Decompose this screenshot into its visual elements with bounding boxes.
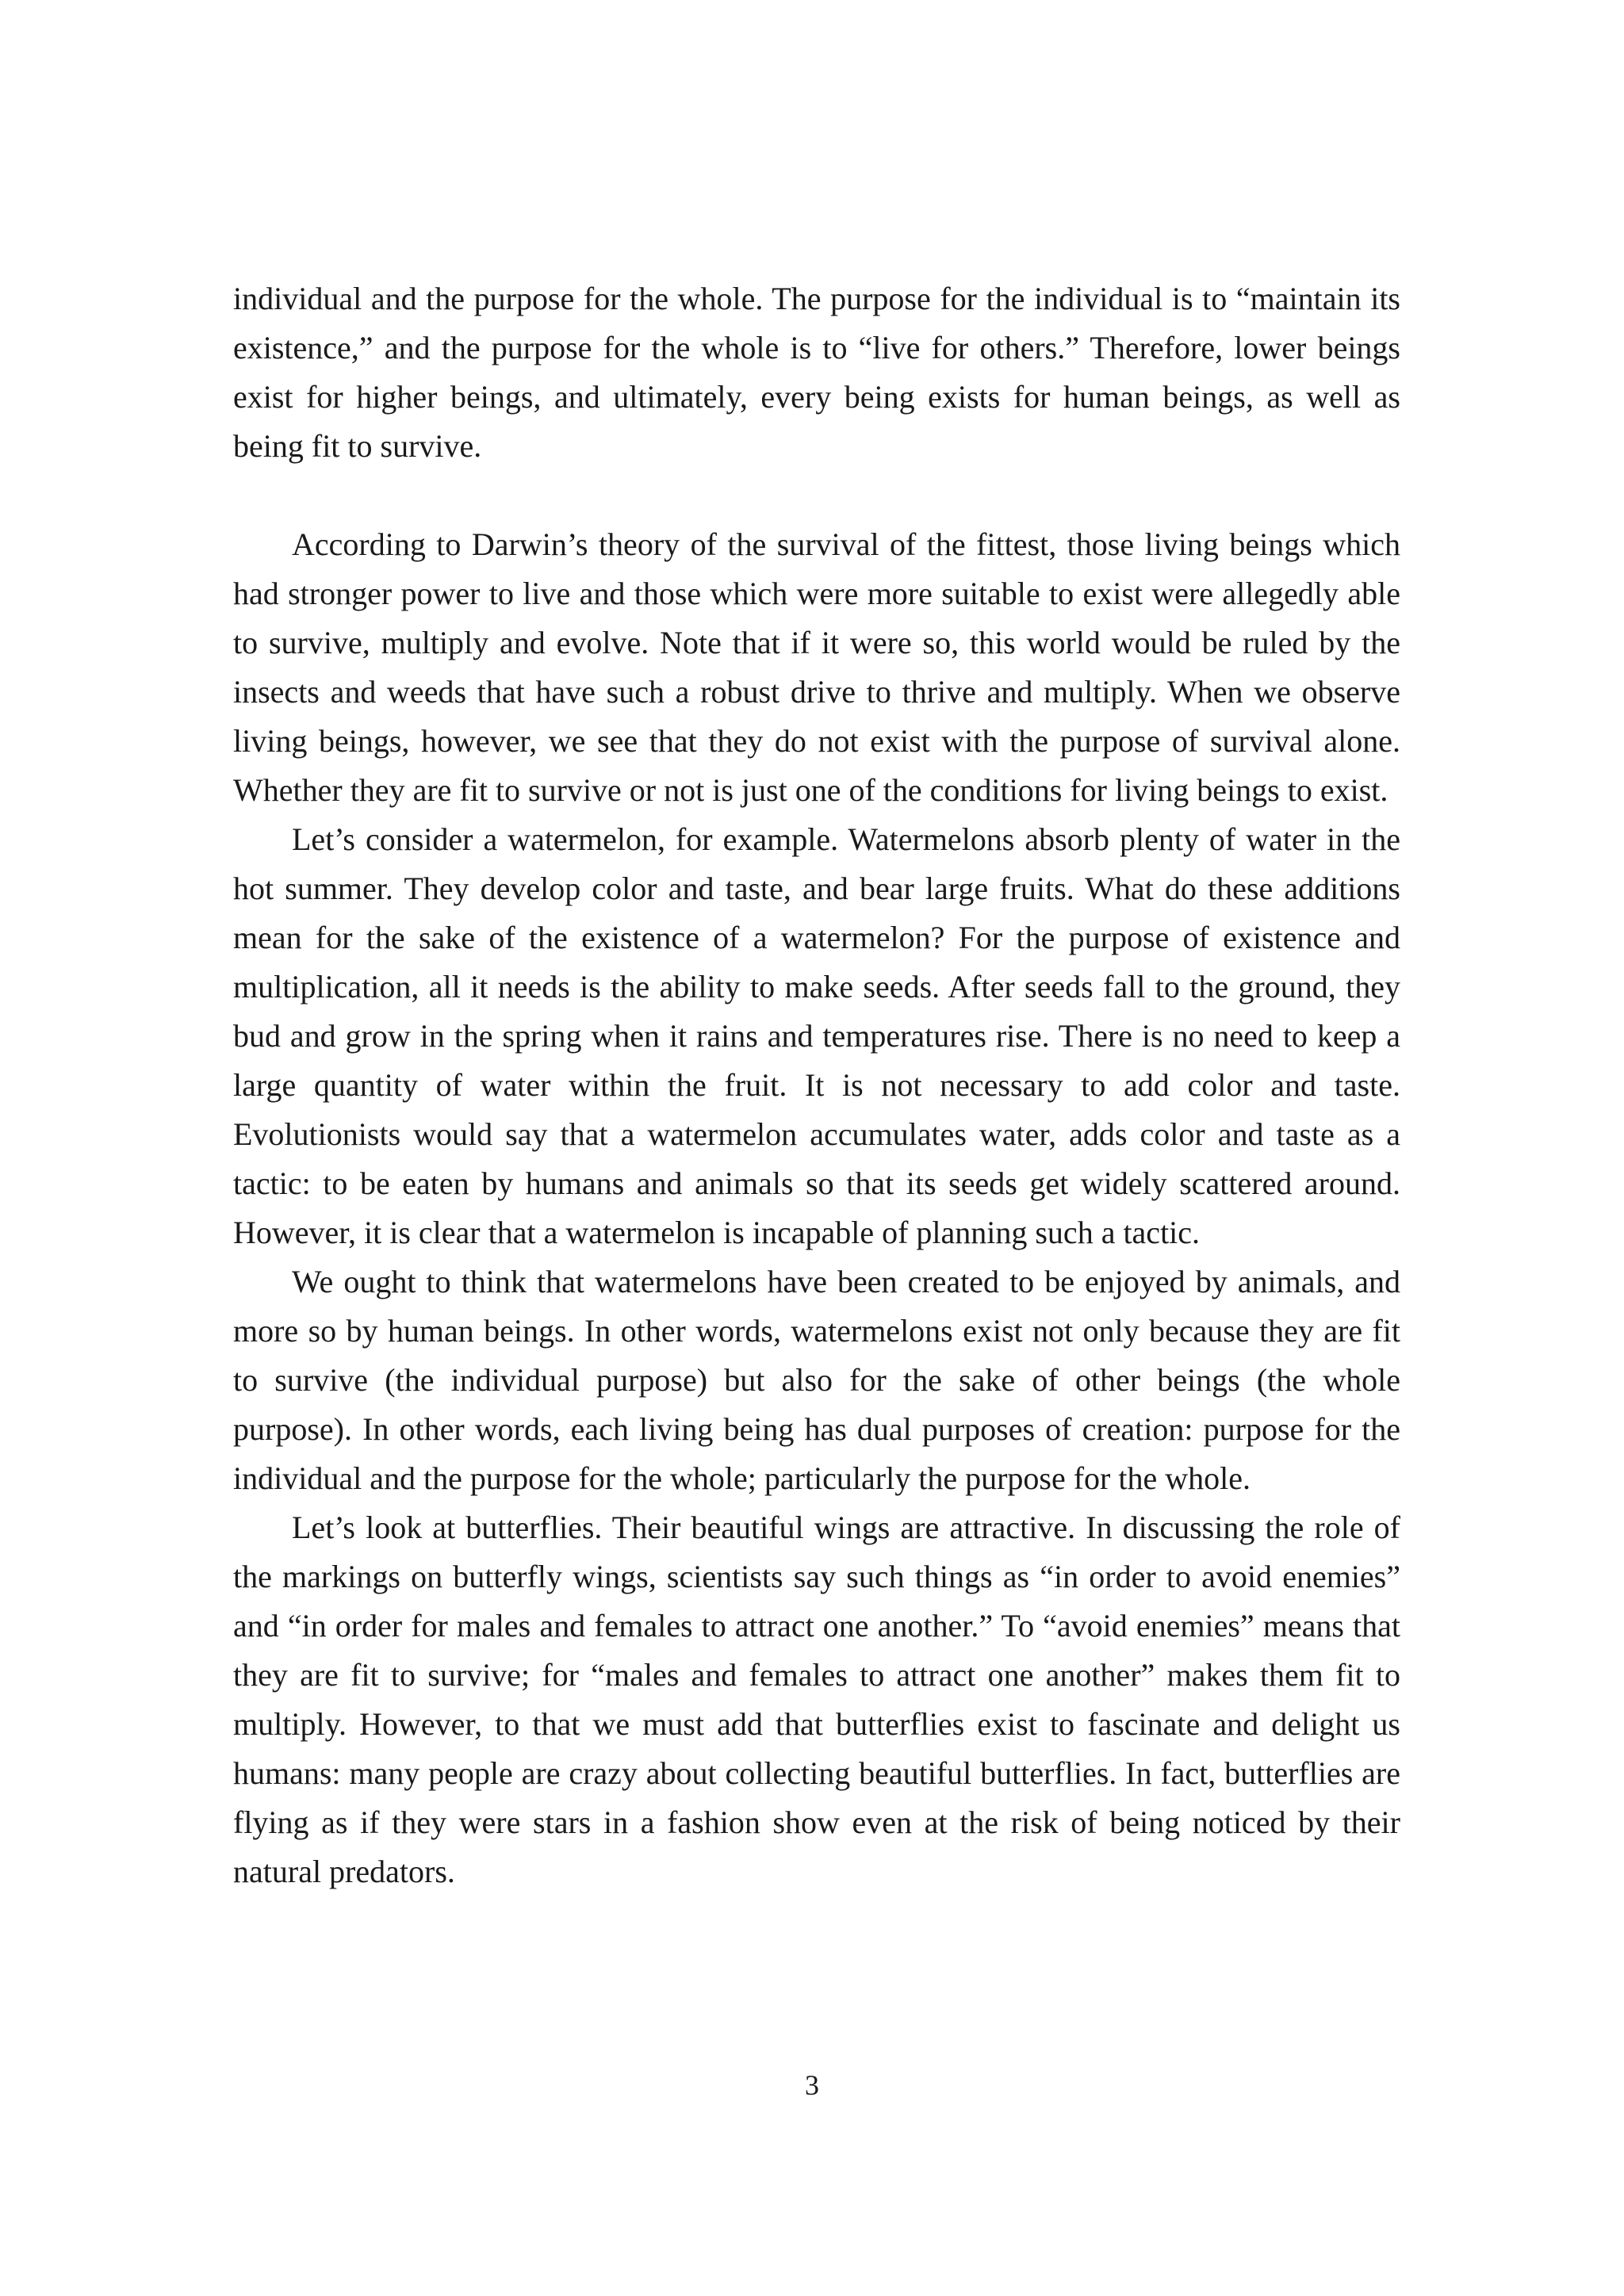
paragraph-4: We ought to think that watermelons have been created to be enjoyed by animals, and more so by human beings. In other words, watermelons exist not only because they are fit to survive (the individual purpose) but also for the sake of other beings (the whole purpose). In other words, each living being has dual purposes of creation: purpose for the individual and the purpose for the whole; particularly the purpose for the whole. xyxy=(233,1264,1400,1496)
paragraph-2: According to Darwin’s theory of the survival of the fittest, those living beings which had stronger power to live and those which were more suitable to exist were allegedly able to survive, multiply and evolve. Note that if it were so, this world would be ruled by the insects and weeds that have such a robust drive to thrive and multiply. When we observe living beings, however, we see that they do not exist with the purpose of survival alone. Whether they are fit to survive or not is just one of the conditions for living beings to exist. xyxy=(233,526,1400,808)
paragraph-continued xyxy=(233,274,1400,471)
page-number: 3 xyxy=(805,2069,819,2101)
body-text xyxy=(233,520,1400,1896)
paragraph-3: Let’s consider a watermelon, for example. Watermelons absorb plenty of water in the hot summer. They develop color and taste, and bear large fruits. What do these additions mean for the sake of the existence of a watermelon? For the purpose of existence and multiplication, all it needs is the ability to make seeds. After seeds fall to the ground, they bud and grow in the spring when it rains and temperatures rise. There is no need to keep a large quantity of water within the fruit. It is not necessary to add color and taste. Evolutionists would say that a watermelon accumulates water, adds color and taste as a tactic: to be eaten by humans and animals so that its seeds get widely scattered around. However, it is clear that a watermelon is incapable of planning such a tactic. xyxy=(233,821,1400,1250)
paragraph-5: Let’s look at butterflies. Their beautiful wings are attractive. In discussing the role of the markings on butterfly wings, scientists say such things as “in order to avoid enemies” and “in order for males and females to attract one another.” To “avoid enemies” means that they are fit to survive; for “males and females to attract one another” makes them fit to multiply. However, to that we must add that butterflies exist to fascinate and delight us humans: many people are crazy about collecting beautiful butterflies. In fact, butterflies are flying as if they were stars in a fashion show even at the risk of being noticed by their natural predators. xyxy=(233,1510,1400,1889)
paragraph-1: individual and the purpose for the whole. The purpose for the individual is to “maintain its existence,” and the purpose for the whole is to “live for others.” Therefore, lower beings exist for higher beings, and ultimately, every being exists for human beings, as well as being fit to survive. xyxy=(233,281,1400,464)
